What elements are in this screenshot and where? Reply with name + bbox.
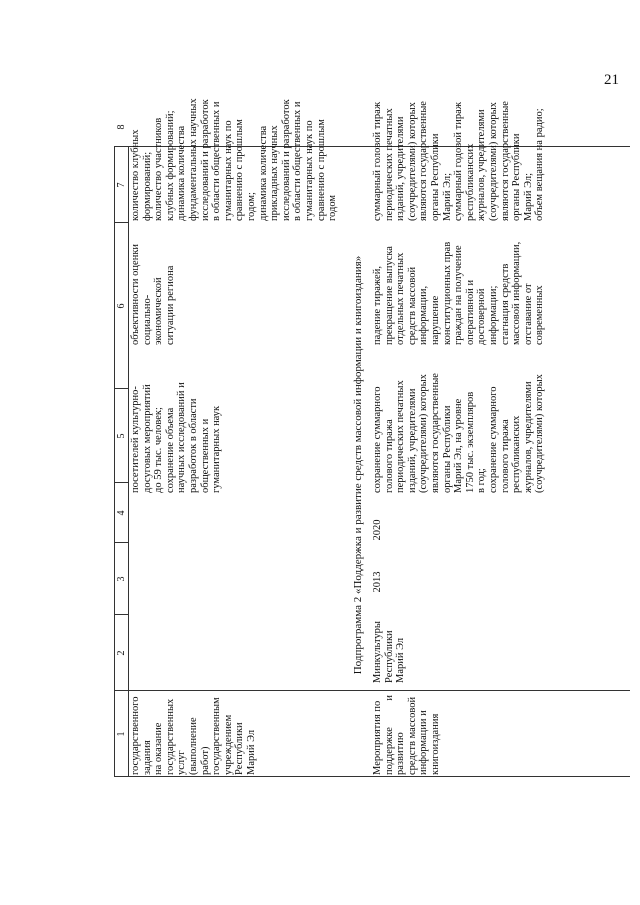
col-num-8: 8 bbox=[116, 124, 127, 130]
row2-col5-text: 2020 bbox=[372, 519, 383, 541]
row2-col3-text: Минкультуры Республики Марий Эл bbox=[372, 621, 407, 683]
table-left-border bbox=[114, 776, 630, 777]
row2-col4-text: 2013 bbox=[372, 571, 383, 593]
row1-col8-text: количество клубных формирований; количество участников клубных формирований; динамика количества фундаментальных научных исследований и разработок в области общественных и гуманитарных наук по сравнению с прошлым годом; динамика количества прикладных научных исследований и разработок в области общественных и гуманитарных наук по сравнению с прошлым годом bbox=[130, 98, 339, 221]
row1-col6-text: посетителей культурно- досуговых мероприятий до 59 тыс. человек; сохранение объема научных исследований и разработок в области общественных и гуманитарных наук bbox=[130, 382, 223, 493]
table-top-border bbox=[114, 147, 115, 777]
col-num-5: 5 bbox=[116, 433, 127, 439]
row1-col7-text: объективности оценки социально- экономической ситуации региона bbox=[130, 243, 176, 345]
row1-col2-text: государственного задания на оказание государственных услуг (выполнение работ) государственным учреждением Республики Марий Эл bbox=[130, 696, 257, 775]
col-num-1: 1 bbox=[116, 731, 127, 737]
row2-col2-text: Мероприятия по поддержке и развитию средств массовой информации и книгоиздания bbox=[372, 695, 441, 775]
row2-col7-text: падение тиражей, прекращение выпуска отдельных печатных средств массовой информации, нарушение конституционных прав граждан на получение оперативной и достоверной информации; стагнация средств массовой информации, отставание от современных bbox=[372, 241, 546, 345]
col-num-3: 3 bbox=[116, 576, 127, 582]
row2-col8-text: суммарный головой тираж периодических печатных изданий, учредителями (соучредителями) которых являются государственные органы Республики Марий Эл; суммарный годовой тираж республиканских журналов, учредителями (соучредителями) которых являются государственные органы Республики Марий Эл; объем вещания на радио; bbox=[372, 101, 546, 221]
col-divider-2-3 bbox=[114, 690, 630, 691]
header-bottom-border bbox=[128, 147, 129, 777]
col-num-6: 6 bbox=[116, 303, 127, 309]
col-num-2: 2 bbox=[116, 650, 127, 656]
subprogram-title: Подпрограмма 2 «Поддержка и развитие средств массовой информации и книгоиздания» bbox=[352, 255, 364, 675]
row2-col6-text: сохранение суммарного голового тиража периодических печатных изданий, учредителями (соучредителями) которых являются государственные органы Республики Марий Эл, на уровне 1750 тыс. экземпляров в год; сохранение суммарного голового тиража республиканских журналов, учредителями (соучредителями) которых bbox=[372, 373, 546, 493]
col-num-4: 4 bbox=[116, 510, 127, 516]
page-number: 21 bbox=[604, 72, 619, 88]
col-num-7: 7 bbox=[116, 182, 127, 188]
